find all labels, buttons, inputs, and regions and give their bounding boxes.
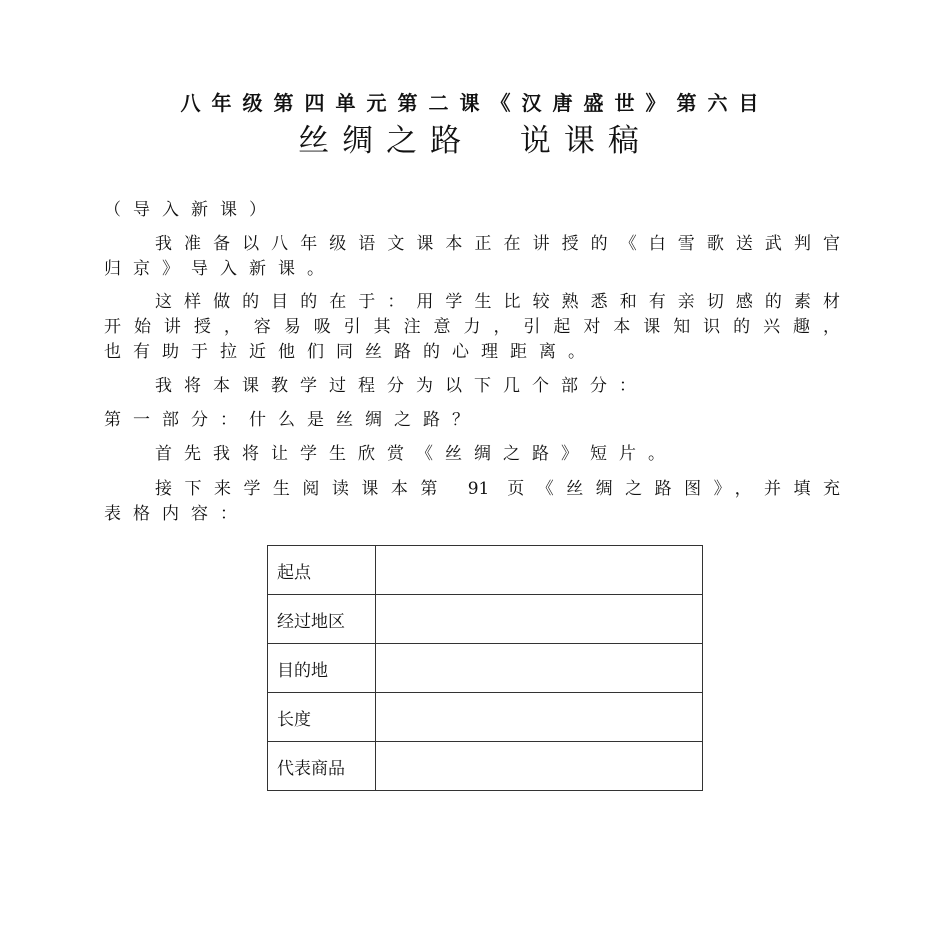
table-row-answer-cell[interactable]	[376, 546, 703, 595]
page-number: 91	[467, 479, 490, 499]
table-row-answer-cell[interactable]	[376, 644, 703, 693]
section-intro-heading: （导入新课）	[104, 200, 278, 220]
silk-road-fill-table	[267, 545, 703, 791]
table-row-answer-cell[interactable]	[376, 742, 703, 791]
table-row	[268, 546, 703, 595]
table-row-label: 代表商品	[268, 742, 376, 791]
reading-text-after: 页《丝绸之路图》，并填充表格内容：	[104, 479, 853, 524]
table-row-answer-cell[interactable]	[376, 693, 703, 742]
document-subtitle: 丝绸之路 说课稿	[298, 123, 652, 159]
table-row	[268, 644, 703, 693]
table-row-answer-cell[interactable]	[376, 595, 703, 644]
table-row-label: 经过地区	[268, 595, 376, 644]
table-row	[268, 742, 703, 791]
paragraph-video: 首先我将让学生欣赏《丝绸之路》短片。	[155, 444, 677, 464]
paragraph-structure: 我将本课教学过程分为以下几个部分：	[155, 376, 648, 396]
table-row-label: 目的地	[268, 644, 376, 693]
table-row	[268, 595, 703, 644]
paragraph-reading	[104, 477, 852, 527]
table-row	[268, 693, 703, 742]
table-row-label: 起点	[268, 546, 376, 595]
document-title: 八年级第四单元第二课《汉唐盛世》第六目	[180, 91, 770, 115]
reading-text-before: 接下来学生阅读课本第	[155, 479, 450, 499]
paragraph-intro: 我准备以八年级语文课本正在讲授的《白雪歌送武判官归京》导入新课。	[104, 234, 852, 279]
paragraph-purpose: 这样做的目的在于：用学生比较熟悉和有亲切感的素材开始讲授，容易吸引其注意力，引起对本课知识的兴趣，也有助于拉近他们同丝路的心理距离。	[104, 292, 852, 362]
table-row-label: 长度	[268, 693, 376, 742]
part1-heading: 第一部分：什么是丝绸之路？	[104, 410, 481, 430]
